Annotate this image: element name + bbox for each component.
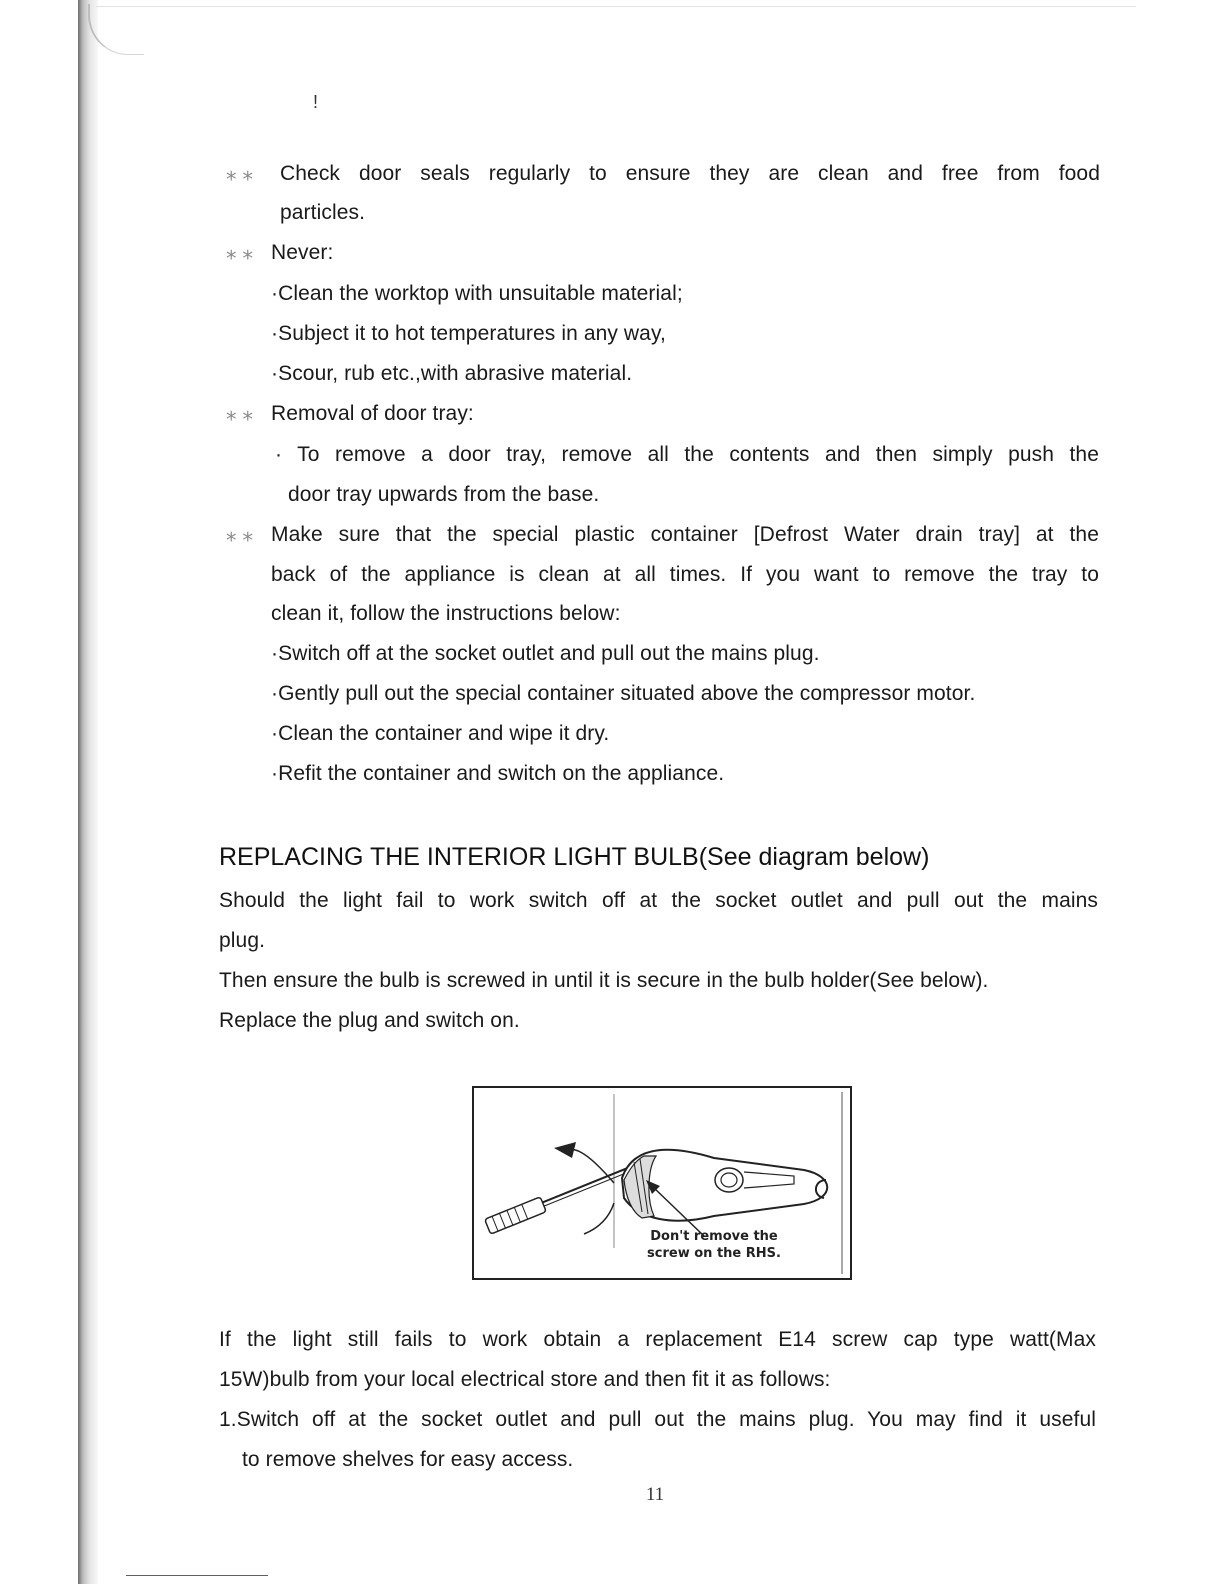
light-fail-line1: Should the light fail to work switch off at the socket outlet and pull out the mains	[219, 889, 1098, 912]
bullet-door-tray	[226, 400, 255, 428]
bulb-secure-paragraph: Then ensure the bulb is screwed in until it is secure in the bulb holder(See below).	[219, 969, 989, 992]
container-line2: back of the appliance is clean at all times. If you want to remove the tray to	[271, 563, 1099, 586]
container-step: ·Gently pull out the special container situated above the compressor motor.	[271, 682, 976, 705]
never-item: ·Subject it to hot temperatures in any way,	[271, 322, 666, 345]
asterisk-bullet-icon: ⁎ ⁎	[226, 241, 254, 264]
container-step: ·Clean the container and wipe it dry.	[271, 722, 610, 745]
step1-line1: 1.Switch off at the socket outlet and pull out the mains plug. You may find it useful	[219, 1408, 1096, 1431]
scanned-page-binding-edge	[78, 0, 98, 1584]
never-item: ·Clean the worktop with unsuitable material;	[271, 282, 683, 305]
never-label: Never:	[271, 241, 334, 264]
container-step: ·Switch off at the socket outlet and pull out the mains plug.	[271, 642, 820, 665]
diagram-caption-line: Don't remove the	[650, 1229, 778, 1244]
asterisk-bullet-icon: ⁎ ⁎	[226, 523, 254, 546]
diagram-caption-line: screw on the RHS.	[647, 1246, 781, 1261]
bullet-door-seals	[226, 160, 255, 188]
asterisk-bullet-icon: ⁎ ⁎	[226, 162, 254, 185]
page-number: 11	[645, 1484, 665, 1505]
door-tray-label: Removal of door tray:	[271, 402, 474, 425]
never-item: ·Scour, rub etc.,with abrasive material.	[271, 362, 633, 385]
replace-plug-paragraph: Replace the plug and switch on.	[219, 1009, 520, 1032]
door-tray-line2: door tray upwards from the base.	[288, 483, 600, 506]
top-page-edge	[96, 6, 1136, 7]
section-heading: REPLACING THE INTERIOR LIGHT BULB(See diagram below)	[219, 843, 930, 871]
bullet-container	[226, 521, 255, 549]
bottom-underline-mark	[126, 1575, 268, 1576]
light-fail-line2: plug.	[219, 929, 266, 952]
bulb-diagram	[472, 1086, 852, 1280]
container-line3: clean it, follow the instructions below:	[271, 602, 621, 625]
replacement-line2: 15W)bulb from your local electrical store and then fit it as follows:	[219, 1368, 831, 1391]
replacement-line1: If the light still fails to work obtain a replacement E14 screw cap type watt(Max	[219, 1328, 1096, 1351]
diagram-caption	[624, 1228, 804, 1262]
step1-line2: to remove shelves for easy access.	[242, 1448, 574, 1471]
asterisk-bullet-icon: ⁎ ⁎	[226, 402, 254, 425]
door-tray-line1: · To remove a door tray, remove all the contents and then simply push the	[275, 443, 1099, 466]
container-line1: Make sure that the special plastic container [Defrost Water drain tray] at the	[271, 523, 1099, 546]
stray-mark: !	[313, 92, 319, 112]
container-step: ·Refit the container and switch on the appliance.	[271, 762, 725, 785]
door-seals-line2: particles.	[280, 201, 366, 224]
bullet-never	[226, 239, 255, 267]
door-seals-line1: Check door seals regularly to ensure they are clean and free from food	[280, 162, 1100, 185]
